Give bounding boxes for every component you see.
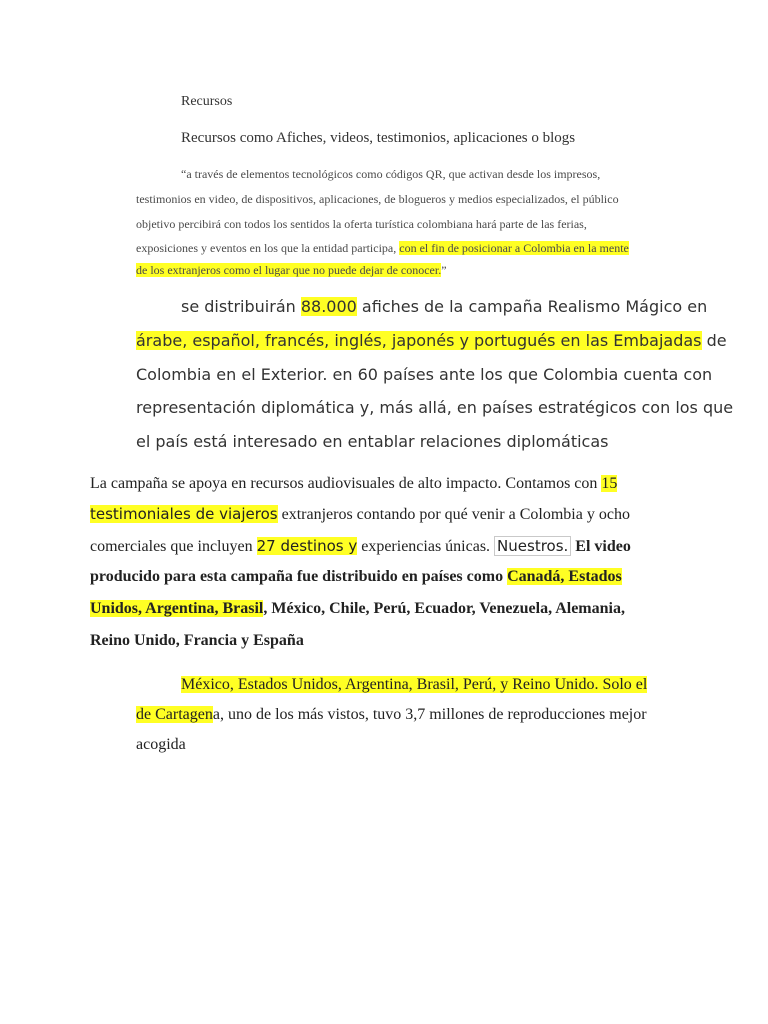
text-run: se distribuirán [181,297,301,316]
quote-text: ” [441,263,447,277]
highlighted-text: Unidos, Argentina, Brasil [90,600,264,617]
section-subheading: Recursos como Afiches, videos, testimonios, aplicaciones o blogs [181,130,576,146]
quote-line: objetivo percibirá con todos los sentidos la oferta turística colombiana hará parte de las ferias, [136,217,587,231]
highlighted-text: 27 destinos y [256,537,358,555]
paragraph-line: el país está interesado en entablar relaciones diplomáticas [136,432,609,451]
text-run: La campaña se apoya en recursos audiovisuales de alto impacto. Contamos con [90,475,602,492]
paragraph-line [136,331,727,350]
quote-line [136,241,629,256]
quote-line: “a través de elementos tecnológicos como códigos QR, que activan desde los impresos, [181,167,601,181]
paragraph-line [181,676,647,694]
text-run: comerciales que incluyen [90,538,257,555]
comment-marked-text: Nuestros. [494,536,571,556]
text-run: , México, Chile, Perú, Ecuador, Venezuela, Alemania, [263,600,625,617]
highlighted-text: testimoniales de viajeros [90,505,278,523]
paragraph-line [136,706,647,724]
paragraph-line [181,297,707,316]
paragraph-line [90,600,625,618]
paragraph-line [90,537,631,556]
text-run: a, uno de los más vistos, tuvo 3,7 millones de reproducciones mejor [212,706,647,723]
highlighted-text: de los extranjeros como el lugar que no puede dejar de conocer. [136,263,442,277]
bold-text: El video [571,538,631,555]
highlighted-text: Canadá, Estados [507,568,622,585]
highlighted-text: México, Estados Unidos, Argentina, Brasil, Perú, y Reino Unido. Solo el [181,676,648,693]
paragraph-line: Reino Unido, Francia y España [90,632,304,649]
text-run: afiches de la campaña Realismo Mágico en [356,297,708,316]
paragraph-line [90,475,617,493]
paragraph-line [90,568,622,586]
quote-text: exposiciones y eventos en los que la entidad participa, [136,241,397,255]
text-run: experiencias únicas. [357,538,495,555]
quote-line [136,263,447,278]
highlighted-text: 88.000 [300,297,357,316]
text-run: producido para esta campaña fue distribuido en países como [90,568,508,585]
paragraph-line: acogida [136,736,186,753]
quote-line: testimonios en video, de dispositivos, aplicaciones, de blogueros y medios especializados, el público [136,192,619,206]
text-run: de [701,331,727,350]
highlighted-text: con el fin de posicionar a Colombia en la mente [399,241,629,255]
highlighted-text: árabe, español, francés, inglés, japonés y portugués en las Embajadas [136,331,702,350]
text-run: extranjeros contando por qué venir a Colombia y ocho [277,506,630,523]
section-heading: Recursos [181,94,233,109]
paragraph-line [90,505,630,524]
paragraph-line: Colombia en el Exterior. en 60 países ante los que Colombia cuenta con [136,365,713,384]
paragraph-line: representación diplomática y, más allá, en países estratégicos con los que [136,398,734,417]
highlighted-text: 15 [601,475,618,492]
highlighted-text: de Cartagen [136,706,213,723]
